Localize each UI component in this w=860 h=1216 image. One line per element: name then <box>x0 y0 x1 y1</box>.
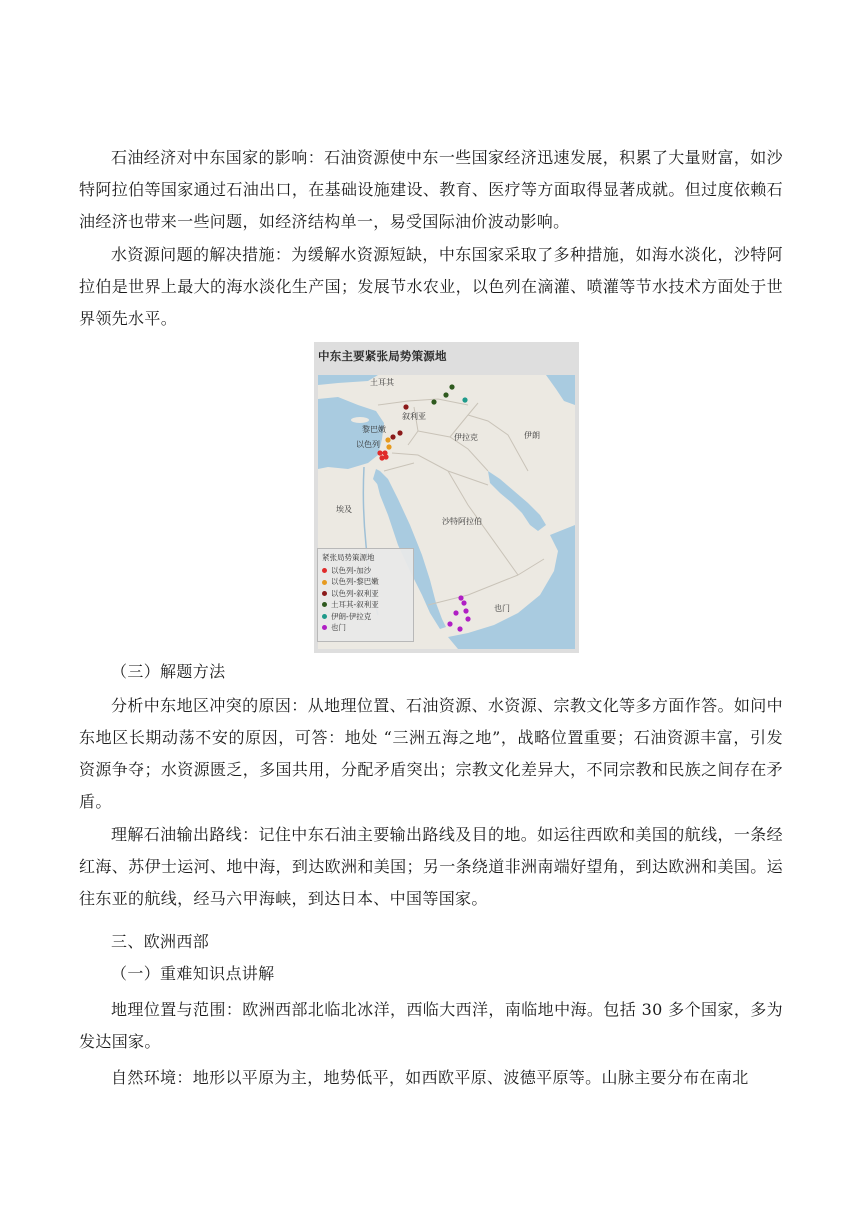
map-title: 中东主要紧张局势策源地 <box>318 349 447 363</box>
marker-israel-syria <box>403 404 408 409</box>
marker-yemen <box>463 608 468 613</box>
label-iraq: 伊拉克 <box>454 433 478 442</box>
legend-label: 以色列-加沙 <box>331 566 372 575</box>
label-yemen: 也门 <box>494 604 510 613</box>
marker-turkey-syria <box>449 384 454 389</box>
marker-israel-gaza <box>383 454 388 459</box>
marker-yemen <box>453 610 458 615</box>
map-legend <box>317 548 414 642</box>
marker-israel-gaza <box>377 450 382 455</box>
marker-turkey-syria <box>443 392 448 397</box>
marker-israel-syria <box>397 430 402 435</box>
marker-yemen <box>458 595 463 600</box>
legend-dot <box>322 591 327 596</box>
label-lebanon: 黎巴嫩 <box>362 425 386 434</box>
marker-iran-iraq <box>462 397 467 402</box>
legend-label: 以色列-黎巴嫩 <box>331 577 379 587</box>
label-turkey: 土耳其 <box>370 378 394 387</box>
marker-yemen <box>447 621 452 626</box>
marker-yemen <box>457 626 462 631</box>
legend-item-israel-gaza <box>322 565 409 576</box>
marker-israel-lebanon <box>386 444 391 449</box>
legend-title: 紧张局势策源地 <box>322 553 375 562</box>
label-saudi-arabia: 沙特阿拉伯 <box>442 517 482 526</box>
legend-item-iran-iraq <box>322 611 409 622</box>
legend-label: 也门 <box>331 622 346 632</box>
legend-label: 伊朗-伊拉克 <box>331 611 372 621</box>
marker-yemen <box>465 616 470 621</box>
label-syria: 叙利亚 <box>402 412 426 421</box>
marker-israel-lebanon <box>385 437 390 442</box>
marker-yemen <box>461 600 466 605</box>
heading-method: （三）解题方法 <box>111 662 226 681</box>
paragraph-environment: 自然环境：地形以平原为主，地势低平，如西欧平原、波德平原等。山脉主要分布在南北 <box>111 1068 749 1087</box>
paragraph-oil-economy: 石油经济对中东国家的影响：石油资源使中东一些国家经济迅速发展，积累了大量财富，如沙特阿拉伯等国家通过石油出口，在基础设施建设、教育、医疗等方面取得显著成就。但过度依赖石油经济也带来一些问题，如经济结构单一，易受国际油价波动影响。 <box>79 148 783 231</box>
paragraph-oil-routes: 理解石油输出路线：记住中东石油主要输出路线及目的地。如运往西欧和美国的航线，一条经红海、苏伊士运河、地中海，到达欧洲和美国；另一条绕道非洲南端好望角，到达欧洲和美国。运往东亚的航线，经马六甲海峡，到达日本、中国等国家。 <box>79 825 783 908</box>
cyprus-island <box>351 417 369 423</box>
label-iran: 伊朗 <box>524 431 540 440</box>
legend-item-yemen <box>322 622 409 633</box>
legend-item-israel-lebanon <box>322 576 409 587</box>
heading-key-points: （一）重难知识点讲解 <box>111 964 275 983</box>
legend-dot <box>322 580 327 585</box>
legend-label: 以色列-叙利亚 <box>331 588 379 598</box>
legend-dot <box>322 602 327 607</box>
middle-east-tension-map <box>314 342 579 653</box>
heading-western-europe: 三、欧洲西部 <box>111 932 210 951</box>
label-israel: 以色列 <box>356 440 380 449</box>
legend-label: 土耳其-叙利亚 <box>331 600 379 610</box>
legend-dot <box>322 568 327 573</box>
paragraph-conflict-analysis: 分析中东地区冲突的原因：从地理位置、石油资源、水资源、宗教文化等多方面作答。如问中东地区长期动荡不安的原因，可答：地处 “三洲五海之地”，战略位置重要；石油资源丰富，引发资源争夺；水资源匮乏，多国共用，分配矛盾突出；宗教文化差异大，不同宗教和民族之间存在矛盾。 <box>79 696 783 811</box>
marker-turkey-syria <box>431 399 436 404</box>
legend-item-turkey-syria <box>322 599 409 610</box>
paragraph-location: 地理位置与范围：欧洲西部北临北冰洋，西临大西洋，南临地中海。包括 30 多个国家，多为发达国家。 <box>79 1000 783 1051</box>
marker-israel-syria <box>390 434 395 439</box>
legend-item-israel-syria <box>322 588 409 599</box>
label-egypt: 埃及 <box>336 505 352 514</box>
paragraph-water-measures: 水资源问题的解决措施：为缓解水资源短缺，中东国家采取了多种措施，如海水淡化，沙特阿拉伯是世界上最大的海水淡化生产国；发展节水农业，以色列在滴灌、喷灌等节水技术方面处于世界领先水平。 <box>79 245 783 328</box>
legend-dot <box>322 614 327 619</box>
legend-dot <box>322 625 327 630</box>
